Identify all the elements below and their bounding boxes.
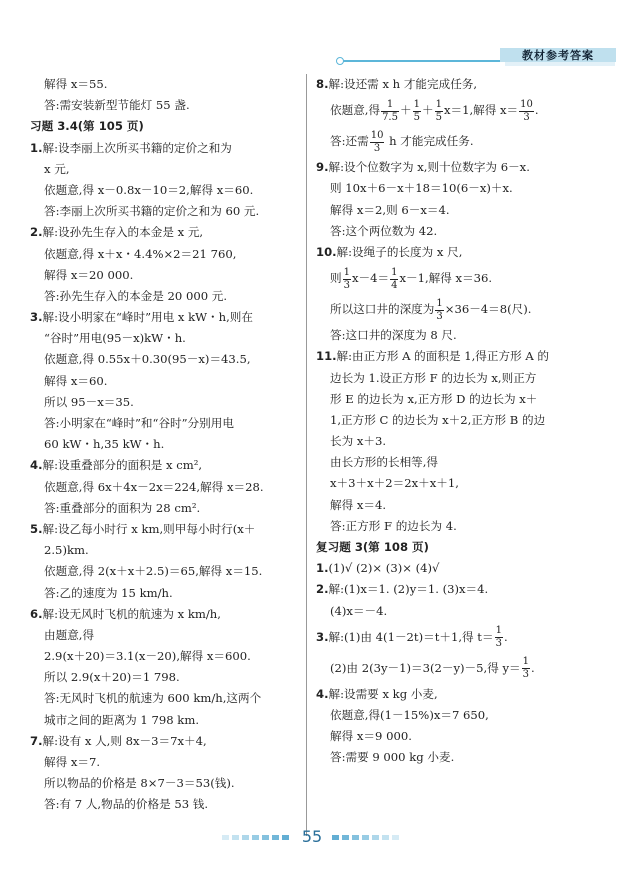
line-text: 答:李丽上次所买书籍的定价之和为 60 元. bbox=[44, 204, 260, 219]
line-text: 解得 x＝60. bbox=[44, 373, 108, 388]
fraction bbox=[495, 626, 503, 649]
text-line bbox=[30, 710, 302, 731]
text-line bbox=[316, 653, 598, 684]
line-text: 城市之间的距离为 1 798 km. bbox=[44, 712, 200, 727]
line-text: 答:正方形 F 的边长为 4. bbox=[330, 518, 457, 533]
text-line bbox=[316, 410, 598, 431]
fraction-denominator: 7.5 bbox=[382, 111, 398, 123]
line-text: 所以 2.9(x＋20)＝1 798. bbox=[44, 670, 180, 685]
text-line bbox=[316, 294, 598, 325]
text-line bbox=[30, 731, 302, 752]
text-line bbox=[30, 794, 302, 815]
text-line bbox=[316, 95, 598, 126]
problem-number: 1. bbox=[316, 561, 329, 576]
line-text: . bbox=[534, 103, 539, 118]
line-text: 解:(1)由 4(1－2t)＝t＋1,得 t＝ bbox=[328, 629, 494, 644]
footer-dot-icon bbox=[382, 835, 389, 840]
text-line bbox=[30, 328, 302, 349]
text-line bbox=[30, 286, 302, 307]
line-text: 解得 x＝2,则 6－x＝4. bbox=[330, 202, 450, 217]
line-text: ＋ bbox=[421, 103, 434, 118]
text-line bbox=[316, 242, 598, 263]
line-text: 则 bbox=[330, 271, 342, 286]
text-line bbox=[316, 389, 598, 410]
line-text: 由长方形的长相等,得 bbox=[330, 455, 439, 470]
line-text: (4)x＝－4. bbox=[330, 603, 388, 618]
line-text: 60 kW・h,35 kW・h. bbox=[44, 437, 165, 452]
footer-dot-icon bbox=[362, 835, 369, 840]
line-text: 解:设孙先生存入的本金是 x 元, bbox=[42, 225, 204, 240]
text-line bbox=[30, 667, 302, 688]
left-column bbox=[30, 74, 302, 816]
line-text: 长为 x＋3. bbox=[330, 434, 387, 449]
line-text: 解得 x＝4. bbox=[330, 497, 387, 512]
line-text: . bbox=[503, 629, 508, 644]
line-text: x＋3＋x＋2＝2x＋x＋1, bbox=[330, 476, 459, 491]
footer-dot-icon bbox=[342, 835, 349, 840]
line-text: 答:需安装新型节能灯 55 盏. bbox=[44, 98, 190, 113]
text-line bbox=[30, 688, 302, 709]
right-column bbox=[316, 74, 598, 769]
line-text: 1,正方形 C 的边长为 x＋2,正方形 B 的边 bbox=[330, 412, 546, 427]
section-heading bbox=[30, 116, 302, 137]
line-text: 边长为 1.设正方形 F 的边长为 x,则正方 bbox=[330, 370, 537, 385]
line-text: x 元, bbox=[44, 161, 70, 176]
text-line bbox=[30, 349, 302, 370]
line-text: 2.5)km. bbox=[44, 543, 89, 558]
footer-dot-icon bbox=[252, 835, 259, 840]
line-text: 解:设小明家在“峰时”用电 x kW・h,则在 bbox=[42, 310, 253, 325]
header-tab: 教材参考答案 bbox=[500, 48, 616, 62]
fraction-denominator: 3 bbox=[522, 669, 530, 681]
problem-number: 11. bbox=[316, 349, 337, 364]
text-line bbox=[30, 625, 302, 646]
footer-dot-icon bbox=[332, 835, 339, 840]
line-text: 答:有 7 人,物品的价格是 53 钱. bbox=[44, 797, 209, 812]
fraction-numerator: 1 bbox=[391, 266, 398, 278]
fraction-denominator: 4 bbox=[391, 279, 398, 291]
text-line bbox=[316, 705, 598, 726]
text-line bbox=[316, 431, 598, 452]
problem-number: 4. bbox=[316, 686, 329, 701]
line-text: 依题意,得 x＋x・4.4%×2＝21 760, bbox=[44, 246, 237, 261]
line-text: 依题意,得 0.55x＋0.30(95－x)＝43.5, bbox=[44, 352, 251, 367]
line-text: h 才能完成任务. bbox=[385, 134, 474, 149]
line-text: 答:乙的速度为 15 km/h. bbox=[44, 585, 173, 600]
footer-dot-icon bbox=[262, 835, 269, 840]
line-text: 由题意,得 bbox=[44, 627, 95, 642]
fraction bbox=[343, 268, 351, 291]
text-line bbox=[316, 558, 598, 579]
line-text: (1)√ (2)× (3)× (4)√ bbox=[328, 561, 440, 576]
fraction-denominator: 3 bbox=[495, 638, 502, 650]
text-line bbox=[30, 498, 302, 519]
page-number: 55 bbox=[301, 827, 323, 846]
problem-number: 8. bbox=[316, 77, 329, 91]
text-line bbox=[30, 159, 302, 180]
fraction bbox=[381, 100, 399, 123]
fraction-numerator: 1 bbox=[435, 98, 442, 110]
text-line bbox=[316, 684, 598, 705]
text-line bbox=[30, 773, 302, 794]
line-text: 解:设李丽上次所买书籍的定价之和为 bbox=[42, 140, 232, 155]
fraction bbox=[435, 299, 443, 322]
text-line bbox=[316, 221, 598, 242]
fraction bbox=[390, 268, 398, 291]
line-text: 解得 x＝20 000. bbox=[44, 267, 134, 282]
line-text: 2.9(x＋20)＝3.1(x－20),解得 x＝600. bbox=[44, 649, 251, 664]
line-text: 所以 95－x＝35. bbox=[44, 394, 134, 409]
line-text: 所以这口井的深度为 bbox=[330, 302, 435, 317]
footer-dot-icon bbox=[242, 835, 249, 840]
line-text: 答:这口井的深度为 8 尺. bbox=[330, 328, 457, 343]
fraction bbox=[522, 657, 530, 680]
text-line bbox=[316, 325, 598, 346]
line-text: 解:设个位数字为 x,则十位数字为 6－x. bbox=[328, 160, 530, 175]
text-line bbox=[316, 263, 598, 294]
text-line bbox=[316, 579, 598, 600]
line-text: 解得 x＝55. bbox=[44, 77, 108, 91]
text-line bbox=[30, 74, 302, 95]
text-line bbox=[30, 244, 302, 265]
footer-dot-icon bbox=[232, 835, 239, 840]
text-line bbox=[316, 368, 598, 389]
line-text: 解:设乙每小时行 x km,则甲每小时行(x＋ bbox=[42, 521, 256, 536]
line-text: 解:设重叠部分的面积是 x cm², bbox=[42, 458, 203, 473]
text-line bbox=[316, 622, 598, 653]
text-line bbox=[30, 180, 302, 201]
text-line bbox=[30, 201, 302, 222]
footer-dot-icon bbox=[352, 835, 359, 840]
problem-number: 1. bbox=[30, 140, 43, 155]
fraction-denominator: 3 bbox=[343, 279, 350, 291]
line-text: x－4＝ bbox=[351, 271, 390, 286]
fraction-denominator: 3 bbox=[523, 111, 530, 123]
text-line bbox=[30, 434, 302, 455]
line-text: ＋ bbox=[399, 103, 412, 118]
line-text: . bbox=[531, 660, 535, 675]
line-text: 形 E 的边长为 x,正方形 D 的边长为 x＋ bbox=[330, 391, 538, 406]
line-text: 依题意,得(1－15%)x＝7 650, bbox=[330, 707, 489, 722]
line-text: 答:这个两位数为 42. bbox=[330, 223, 438, 238]
line-text: 解:由正方形 A 的面积是 1,得正方形 A 的 bbox=[336, 349, 550, 364]
fraction bbox=[435, 100, 443, 123]
text-line bbox=[316, 74, 598, 95]
fraction bbox=[413, 100, 421, 123]
text-line bbox=[316, 200, 598, 221]
text-line bbox=[30, 307, 302, 328]
fraction-numerator: 1 bbox=[495, 625, 502, 637]
problem-number: 4. bbox=[30, 458, 43, 473]
header-tab-shadow bbox=[505, 62, 615, 66]
problem-number: 3. bbox=[316, 629, 329, 644]
text-line bbox=[30, 371, 302, 392]
text-line bbox=[30, 752, 302, 773]
fraction-numerator: 10 bbox=[370, 129, 384, 141]
line-text: (2)由 2(3y－1)＝3(2－y)－5,得 y＝ bbox=[330, 660, 521, 675]
text-line bbox=[30, 455, 302, 476]
section-heading bbox=[316, 537, 598, 558]
text-line bbox=[316, 495, 598, 516]
line-text: 所以物品的价格是 8×7－3＝53(钱). bbox=[44, 776, 235, 791]
line-text: “谷时”用电(95－x)kW・h. bbox=[44, 331, 186, 346]
text-line bbox=[30, 646, 302, 667]
text-line bbox=[316, 126, 598, 157]
line-text: 依题意,得 bbox=[330, 103, 381, 118]
text-line bbox=[316, 516, 598, 537]
text-line bbox=[30, 138, 302, 159]
text-line bbox=[316, 747, 598, 768]
line-text: 答:孙先生存入的本金是 20 000 元. bbox=[44, 288, 228, 303]
fraction-denominator: 5 bbox=[413, 111, 420, 123]
line-text: 解:设绳子的长度为 x 尺, bbox=[336, 244, 463, 259]
column-divider bbox=[306, 74, 307, 836]
text-line bbox=[30, 604, 302, 625]
line-text: x＝1,解得 x＝ bbox=[443, 103, 519, 118]
line-text: 解:设无风时飞机的航速为 x km/h, bbox=[42, 606, 221, 621]
line-text: 依题意,得 6x＋4x－2x＝224,解得 x＝28. bbox=[44, 479, 264, 494]
text-line bbox=[30, 540, 302, 561]
line-text: 依题意,得 2(x＋x＋2.5)＝65,解得 x＝15. bbox=[44, 564, 263, 579]
problem-number: 9. bbox=[316, 160, 329, 175]
text-line bbox=[30, 413, 302, 434]
footer-dot-icon bbox=[282, 835, 289, 840]
problem-number: 5. bbox=[30, 521, 43, 536]
header-dot-icon bbox=[336, 57, 344, 65]
fraction-numerator: 1 bbox=[381, 100, 399, 112]
fraction bbox=[370, 131, 385, 154]
footer-dot-icon bbox=[372, 835, 379, 840]
line-text: 解得 x＝9 000. bbox=[330, 729, 412, 744]
problem-number: 6. bbox=[30, 606, 43, 621]
fraction-numerator: 1 bbox=[522, 656, 530, 668]
footer-dot-icon bbox=[272, 835, 279, 840]
fraction-numerator: 1 bbox=[436, 297, 443, 309]
fraction-numerator: 1 bbox=[413, 98, 420, 110]
text-line bbox=[30, 222, 302, 243]
text-line bbox=[316, 157, 598, 178]
line-text: 答:需要 9 000 kg 小麦. bbox=[330, 750, 455, 765]
text-line bbox=[316, 178, 598, 199]
text-line bbox=[316, 726, 598, 747]
text-line bbox=[30, 561, 302, 582]
line-text: 答:重叠部分的面积为 28 cm². bbox=[44, 500, 201, 515]
text-line bbox=[30, 265, 302, 286]
problem-number: 3. bbox=[30, 310, 43, 325]
text-line bbox=[316, 601, 598, 622]
line-text: 答:还需 bbox=[330, 134, 369, 149]
footer-dot-icon bbox=[222, 835, 229, 840]
line-text: 解:(1)x＝1. (2)y＝1. (3)x＝4. bbox=[328, 582, 489, 597]
fraction bbox=[519, 100, 534, 123]
line-text: 答:小明家在“峰时”和“谷时”分别用电 bbox=[44, 416, 234, 430]
line-text: 解:设有 x 人,则 8x－3＝7x＋4, bbox=[42, 733, 207, 748]
section-title: 习题 3.4(第 105 页) bbox=[30, 119, 144, 134]
line-text: 依题意,得 x－0.8x－10＝2,解得 x＝60. bbox=[44, 182, 254, 197]
line-text: 解:设需要 x kg 小麦, bbox=[328, 686, 438, 701]
line-text: 解得 x＝7. bbox=[44, 755, 101, 769]
fraction-denominator: 5 bbox=[435, 111, 442, 123]
problem-number: 2. bbox=[30, 225, 43, 240]
problem-number: 10. bbox=[316, 244, 337, 259]
fraction-denominator: 3 bbox=[436, 310, 443, 322]
fraction-denominator: 3 bbox=[373, 142, 381, 154]
text-line bbox=[30, 519, 302, 540]
problem-number: 2. bbox=[316, 582, 329, 597]
text-line bbox=[30, 583, 302, 604]
text-line bbox=[30, 95, 302, 116]
line-text: 答:无风时飞机的航速为 600 km/h,这两个 bbox=[44, 691, 262, 706]
fraction-numerator: 10 bbox=[520, 98, 533, 110]
fraction-numerator: 1 bbox=[343, 266, 350, 278]
text-line bbox=[30, 477, 302, 498]
text-line bbox=[316, 452, 598, 473]
text-line bbox=[316, 346, 598, 367]
problem-number: 7. bbox=[30, 733, 43, 748]
line-text: x－1,解得 x＝36. bbox=[399, 271, 493, 286]
footer-dot-icon bbox=[392, 835, 399, 840]
text-line bbox=[316, 473, 598, 494]
line-text: 则 10x＋6－x＋18＝10(6－x)＋x. bbox=[330, 181, 513, 196]
line-text: ×36－4＝8(尺). bbox=[444, 302, 532, 317]
line-text: 解:设还需 x h 才能完成任务, bbox=[328, 77, 478, 91]
text-line bbox=[30, 392, 302, 413]
section-title: 复习题 3(第 108 页) bbox=[316, 540, 429, 554]
